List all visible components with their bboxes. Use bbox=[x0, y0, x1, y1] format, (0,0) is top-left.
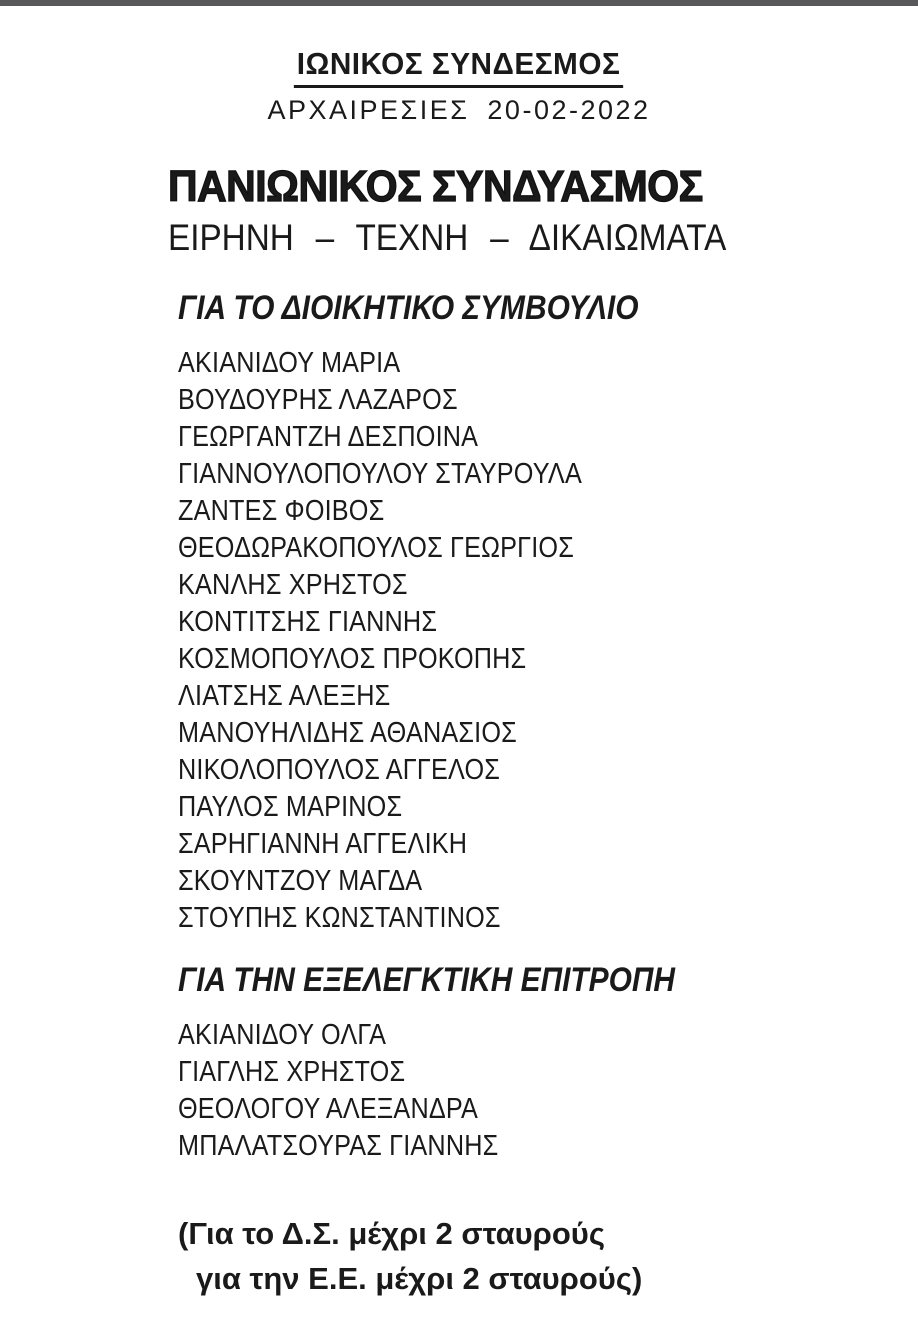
organization-title: ΙΩΝΙΚΟΣ ΣΥΝΔΕΣΜΟΣ bbox=[294, 46, 623, 88]
voting-instructions bbox=[178, 1211, 918, 1301]
candidate-name: ΘΕΟΔΩΡΑΚΟΠΟΥΛΟΣ ΓΕΩΡΓΙΟΣ bbox=[178, 532, 574, 564]
candidate-name: ΣΤΟΥΠΗΣ ΚΩΝΣΤΑΝΤΙΝΟΣ bbox=[178, 902, 501, 934]
board-section-heading: ΓΙΑ ΤΟ ΔΙΟΙΚΗΤΙΚΟ ΣΥΜΒΟΥΛΙΟ bbox=[178, 289, 639, 327]
candidate-name: ΘΕΟΛΟΓΟΥ ΑΛΕΞΑΝΔΡΑ bbox=[178, 1093, 479, 1125]
candidate-name: ΚΑΝΛΗΣ ΧΡΗΣΤΟΣ bbox=[178, 569, 408, 601]
candidate-name: ΝΙΚΟΛΟΠΟΥΛΟΣ ΑΓΓΕΛΟΣ bbox=[178, 754, 501, 786]
candidate-name: ΒΟΥΔΟΥΡΗΣ ΛΑΖΑΡΟΣ bbox=[178, 384, 458, 416]
candidate-name: ΣΑΡΗΓΙΑΝΝΗ ΑΓΓΕΛΙΚΗ bbox=[178, 828, 468, 860]
board-section bbox=[178, 289, 918, 937]
candidate-name: ΓΕΩΡΓΑΝΤΖΗ ΔΕΣΠΟΙΝΑ bbox=[178, 421, 479, 453]
audit-candidate-list bbox=[178, 1017, 918, 1165]
candidate-name: ΑΚΙΑΝΙΔΟΥ ΟΛΓΑ bbox=[178, 1019, 387, 1051]
candidate-name: ΚΟΝΤΙΤΣΗΣ ΓΙΑΝΝΗΣ bbox=[178, 606, 438, 638]
candidate-name: ΜΠΑΛΑΤΣΟΥΡΑΣ ΓΙΑΝΝΗΣ bbox=[178, 1130, 499, 1162]
board-candidate-list bbox=[178, 345, 918, 937]
candidate-name: ΣΚΟΥΝΤΖΟΥ ΜΑΓΔΑ bbox=[178, 865, 423, 897]
combination-title: ΠΑΝΙΩΝΙΚΟΣ ΣΥΝΔΥΑΣΜΟΣ bbox=[168, 162, 703, 211]
combination-block bbox=[168, 162, 918, 259]
candidate-name: ΑΚΙΑΝΙΔΟΥ ΜΑΡΙΑ bbox=[178, 347, 401, 379]
candidate-name: ΛΙΑΤΣΗΣ ΑΛΕΞΗΣ bbox=[178, 680, 391, 712]
candidate-name: ΖΑΝΤΕΣ ΦΟΙΒΟΣ bbox=[178, 495, 385, 527]
document-header bbox=[0, 0, 918, 126]
voting-instructions-line1: (Για το Δ.Σ. μέχρι 2 σταυρούς bbox=[178, 1216, 605, 1251]
audit-section bbox=[178, 961, 918, 1165]
scan-top-edge bbox=[0, 0, 918, 6]
candidate-name: ΓΙΑΓΛΗΣ ΧΡΗΣΤΟΣ bbox=[178, 1056, 406, 1088]
election-date-subtitle: ΑΡΧΑΙΡΕΣΙΕΣ 20-02-2022 bbox=[267, 95, 651, 125]
candidate-name: ΓΙΑΝΝΟΥΛΟΠΟΥΛΟΥ ΣΤΑΥΡΟΥΛΑ bbox=[178, 458, 582, 490]
candidate-name: ΠΑΥΛΟΣ ΜΑΡΙΝΟΣ bbox=[178, 791, 403, 823]
candidate-name: ΚΟΣΜΟΠΟΥΛΟΣ ΠΡΟΚΟΠΗΣ bbox=[178, 643, 527, 675]
ballot-content bbox=[168, 162, 918, 1301]
voting-instructions-line2: για την Ε.Ε. μέχρι 2 σταυρούς) bbox=[196, 1261, 643, 1296]
audit-section-heading: ΓΙΑ ΤΗΝ ΕΞΕΛΕΓΚΤΙΚΗ ΕΠΙΤΡΟΠΗ bbox=[178, 961, 675, 999]
combination-slogan: ΕΙΡΗΝΗ – ΤΕΧΝΗ – ΔΙΚΑΙΩΜΑΤΑ bbox=[168, 217, 727, 258]
candidate-name: ΜΑΝΟΥΗΛΙΔΗΣ ΑΘΑΝΑΣΙΟΣ bbox=[178, 717, 517, 749]
